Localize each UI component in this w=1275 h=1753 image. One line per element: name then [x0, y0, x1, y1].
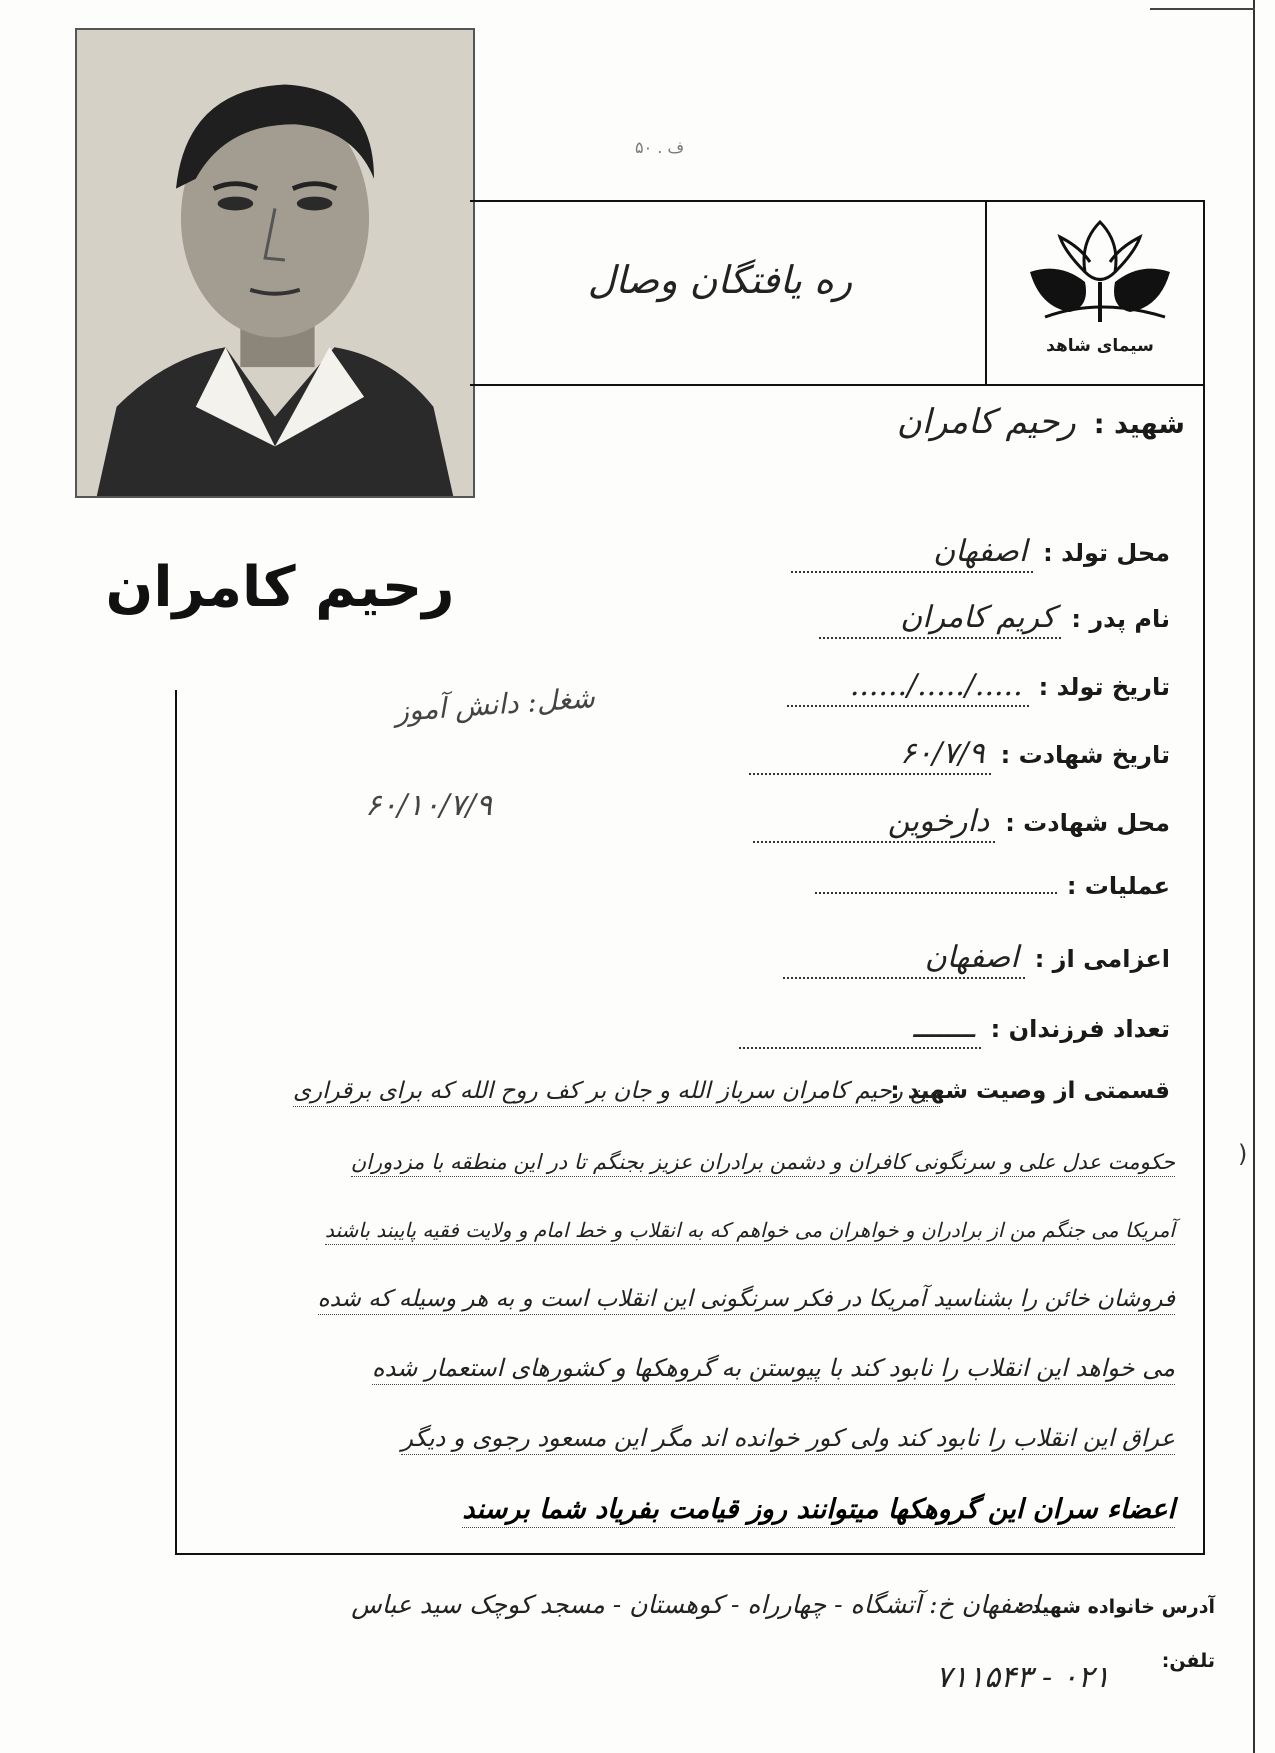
margin-mark: ) — [1238, 1140, 1248, 1168]
field-label: تعداد فرزندان : — [990, 1015, 1170, 1043]
tulip-logo — [1010, 212, 1190, 372]
field-value: ـــــــ — [739, 1010, 981, 1049]
field-martyrdom-place — [753, 804, 1170, 843]
field-label: محل تولد : — [1043, 539, 1170, 567]
field-martyrdom-date — [749, 736, 1170, 775]
field-birth-date — [787, 668, 1170, 707]
will-line: حکومت عدل علی و سرنگونی کافران و دشمن برادران عزیز بجنگم تا در این منطقه با مزدوران — [351, 1150, 1175, 1177]
will-line: آمریکا می جنگم من از برادران و خواهران می خواهم که به انقلاب و خط امام و ولایت فقیه پایبند باشند — [325, 1218, 1175, 1245]
printed-name: رحیم کامران — [105, 555, 455, 620]
address-value: اصفهان خ: آتشگاه - چهارراه - کوهستان - مسجد کوچک سید عباس — [351, 1590, 1040, 1619]
field-value: کریم کامران — [819, 600, 1061, 639]
will-line: عراق این انقلاب را نابود کند ولی کور خوانده اند مگر این مسعود رجوی و دیگر — [401, 1424, 1175, 1455]
header-title: ره یافتگان وصال — [587, 258, 853, 302]
handwritten-job-note: شغل: دانش آموز — [394, 681, 596, 728]
field-label: تاریخ تولد : — [1038, 673, 1170, 701]
handwritten-date-note: ۶۰/۱۰/۷/۹ — [365, 788, 493, 823]
header-divider — [470, 384, 1205, 386]
field-label: عملیات : — [1066, 872, 1170, 900]
scan-edge-line — [1253, 0, 1255, 1753]
form-border-bottom — [175, 1553, 1205, 1555]
phone-value: ۰۲۱ - ۷۱۱۵۴۳ — [935, 1660, 1110, 1695]
will-line: اعضاء سران این گروهکها میتوانند روز قیامت بفریاد شما برسند — [462, 1494, 1175, 1528]
field-value: ۶۰/۷/۹ — [749, 736, 991, 775]
martyr-photo — [75, 28, 475, 498]
field-label: اعزامی از : — [1034, 945, 1170, 973]
field-label: نام پدر : — [1071, 605, 1170, 633]
address-label: آدرس خانواده شهید : — [1016, 1596, 1215, 1618]
scan-edge-line — [1150, 8, 1255, 10]
field-children-count — [739, 1010, 1170, 1049]
logo-caption: سیمای شاهد — [1046, 336, 1154, 356]
form-border-top — [470, 200, 1205, 202]
top-stamp-mark: ف . ۵۰ — [635, 138, 685, 157]
field-label: تاریخ شهادت : — [1000, 741, 1170, 769]
shahid-row — [897, 402, 1185, 442]
field-label: محل شهادت : — [1005, 809, 1170, 837]
form-border-left — [175, 690, 177, 1555]
will-line: من رحیم کامران سرباز الله و جان بر کف روح الله که برای برقراری — [293, 1078, 940, 1107]
form-border-right — [1203, 200, 1205, 1555]
field-value: اصفهان — [783, 940, 1025, 979]
field-birthplace — [791, 534, 1170, 573]
field-value: اصفهان — [791, 534, 1033, 573]
field-operations — [815, 872, 1170, 900]
tulip-icon — [1015, 212, 1185, 332]
logo-divider — [985, 200, 987, 385]
shahid-name: رحیم کامران — [896, 402, 1076, 442]
field-dispatched-from — [783, 940, 1170, 979]
shahid-label: شهید : — [1093, 409, 1185, 440]
phone-label: تلفن: — [1161, 1650, 1215, 1672]
will-line: می خواهد این انقلاب را نابود کند با پیوستن به گروهکها و کشورهای استعمار شده — [372, 1354, 1175, 1385]
field-value: دارخوین — [753, 804, 995, 843]
field-value — [815, 890, 1057, 894]
will-label: قسمتی از وصیت شهید : — [890, 1078, 1170, 1104]
field-value: ...../...../...... — [787, 668, 1029, 707]
field-father-name — [819, 600, 1170, 639]
will-line: فروشان خائن را بشناسید آمریکا در فکر سرنگونی این انقلاب است و به هر وسیله که شده — [318, 1286, 1175, 1315]
